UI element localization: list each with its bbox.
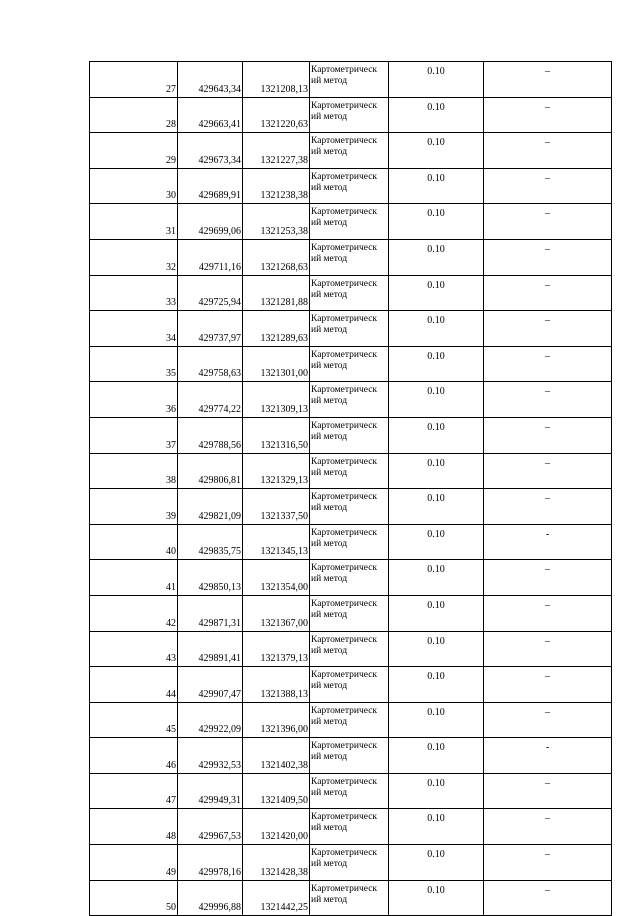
y-coordinate-cell: 1321268,63 [243,239,310,275]
method-cell: Картометрическ ий метод [310,702,389,738]
method-cell: Картометрическ ий метод [310,809,389,845]
point-number-cell: 37 [90,417,178,453]
y-coordinate-cell: 1321289,63 [243,311,310,347]
note-cell: - [484,738,612,774]
method-cell: Картометрическ ий метод [310,667,389,703]
accuracy-cell: 0.10 [389,453,484,489]
table-row [90,204,612,240]
table-row [90,595,612,631]
method-cell: Картометрическ ий метод [310,524,389,560]
y-coordinate-cell: 1321442,25 [243,880,310,916]
point-number-cell: 36 [90,382,178,418]
point-number-cell: 32 [90,239,178,275]
note-cell: – [484,417,612,453]
x-coordinate-cell: 429737,97 [178,311,243,347]
x-coordinate-cell: 429871,31 [178,595,243,631]
accuracy-cell: 0.10 [389,489,484,525]
y-coordinate-cell: 1321420,00 [243,809,310,845]
accuracy-cell: 0.10 [389,631,484,667]
note-cell: – [484,133,612,169]
x-coordinate-cell: 429891,41 [178,631,243,667]
x-coordinate-cell: 429978,16 [178,845,243,881]
method-cell: Картометрическ ий метод [310,62,389,98]
method-cell: Картометрическ ий метод [310,133,389,169]
point-number-cell: 47 [90,773,178,809]
point-number-cell: 33 [90,275,178,311]
accuracy-cell: 0.10 [389,845,484,881]
table-row [90,809,612,845]
y-coordinate-cell: 1321345,13 [243,524,310,560]
y-coordinate-cell: 1321337,50 [243,489,310,525]
note-cell: – [484,667,612,703]
accuracy-cell: 0.10 [389,204,484,240]
point-number-cell: 50 [90,880,178,916]
x-coordinate-cell: 429711,16 [178,239,243,275]
accuracy-cell: 0.10 [389,524,484,560]
y-coordinate-cell: 1321396,00 [243,702,310,738]
method-cell: Картометрическ ий метод [310,773,389,809]
table-row [90,168,612,204]
note-cell: – [484,311,612,347]
accuracy-cell: 0.10 [389,133,484,169]
x-coordinate-cell: 429806,81 [178,453,243,489]
note-cell: – [484,702,612,738]
table-row [90,524,612,560]
x-coordinate-cell: 429850,13 [178,560,243,596]
point-number-cell: 48 [90,809,178,845]
y-coordinate-cell: 1321379,13 [243,631,310,667]
x-coordinate-cell: 429689,91 [178,168,243,204]
table-row [90,275,612,311]
y-coordinate-cell: 1321402,38 [243,738,310,774]
y-coordinate-cell: 1321253,38 [243,204,310,240]
x-coordinate-cell: 429663,41 [178,97,243,133]
accuracy-cell: 0.10 [389,346,484,382]
method-cell: Картометрическ ий метод [310,168,389,204]
x-coordinate-cell: 429922,09 [178,702,243,738]
x-coordinate-cell: 429788,56 [178,417,243,453]
point-number-cell: 34 [90,311,178,347]
method-cell: Картометрическ ий метод [310,417,389,453]
table-row [90,417,612,453]
point-number-cell: 43 [90,631,178,667]
accuracy-cell: 0.10 [389,702,484,738]
method-cell: Картометрическ ий метод [310,346,389,382]
note-cell: – [484,239,612,275]
method-cell: Картометрическ ий метод [310,204,389,240]
x-coordinate-cell: 429725,94 [178,275,243,311]
accuracy-cell: 0.10 [389,809,484,845]
note-cell: – [484,845,612,881]
method-cell: Картометрическ ий метод [310,845,389,881]
point-number-cell: 27 [90,62,178,98]
x-coordinate-cell: 429699,06 [178,204,243,240]
note-cell: – [484,204,612,240]
x-coordinate-cell: 429949,31 [178,773,243,809]
point-number-cell: 31 [90,204,178,240]
accuracy-cell: 0.10 [389,311,484,347]
note-cell: – [484,346,612,382]
table-row [90,382,612,418]
note-cell: – [484,489,612,525]
accuracy-cell: 0.10 [389,97,484,133]
y-coordinate-cell: 1321388,13 [243,667,310,703]
method-cell: Картометрическ ий метод [310,880,389,916]
point-number-cell: 30 [90,168,178,204]
note-cell: – [484,382,612,418]
coordinates-table [89,61,612,916]
accuracy-cell: 0.10 [389,880,484,916]
y-coordinate-cell: 1321238,38 [243,168,310,204]
table-row [90,239,612,275]
table-row [90,97,612,133]
y-coordinate-cell: 1321301,00 [243,346,310,382]
table-row [90,489,612,525]
point-number-cell: 45 [90,702,178,738]
table-row [90,62,612,98]
y-coordinate-cell: 1321281,88 [243,275,310,311]
method-cell: Картометрическ ий метод [310,382,389,418]
x-coordinate-cell: 429932,53 [178,738,243,774]
x-coordinate-cell: 429996,88 [178,880,243,916]
note-cell: – [484,275,612,311]
point-number-cell: 29 [90,133,178,169]
point-number-cell: 49 [90,845,178,881]
x-coordinate-cell: 429967,53 [178,809,243,845]
y-coordinate-cell: 1321367,00 [243,595,310,631]
accuracy-cell: 0.10 [389,773,484,809]
method-cell: Картометрическ ий метод [310,595,389,631]
table-row [90,346,612,382]
accuracy-cell: 0.10 [389,382,484,418]
method-cell: Картометрическ ий метод [310,631,389,667]
x-coordinate-cell: 429673,34 [178,133,243,169]
point-number-cell: 42 [90,595,178,631]
y-coordinate-cell: 1321316,50 [243,417,310,453]
note-cell: – [484,631,612,667]
point-number-cell: 35 [90,346,178,382]
x-coordinate-cell: 429907,47 [178,667,243,703]
note-cell: – [484,168,612,204]
y-coordinate-cell: 1321329,13 [243,453,310,489]
note-cell: – [484,595,612,631]
method-cell: Картометрическ ий метод [310,97,389,133]
table-row [90,845,612,881]
x-coordinate-cell: 429774,22 [178,382,243,418]
y-coordinate-cell: 1321220,63 [243,97,310,133]
x-coordinate-cell: 429758,63 [178,346,243,382]
accuracy-cell: 0.10 [389,62,484,98]
table-row [90,311,612,347]
y-coordinate-cell: 1321227,38 [243,133,310,169]
point-number-cell: 41 [90,560,178,596]
point-number-cell: 38 [90,453,178,489]
accuracy-cell: 0.10 [389,168,484,204]
point-number-cell: 28 [90,97,178,133]
note-cell: – [484,97,612,133]
table-row [90,880,612,916]
note-cell: – [484,809,612,845]
y-coordinate-cell: 1321208,13 [243,62,310,98]
y-coordinate-cell: 1321354,00 [243,560,310,596]
method-cell: Картометрическ ий метод [310,239,389,275]
accuracy-cell: 0.10 [389,239,484,275]
table-row [90,738,612,774]
note-cell: – [484,453,612,489]
accuracy-cell: 0.10 [389,667,484,703]
point-number-cell: 39 [90,489,178,525]
x-coordinate-cell: 429643,34 [178,62,243,98]
note-cell: – [484,62,612,98]
y-coordinate-cell: 1321309,13 [243,382,310,418]
table-row [90,773,612,809]
method-cell: Картометрическ ий метод [310,275,389,311]
method-cell: Картометрическ ий метод [310,489,389,525]
note-cell: – [484,773,612,809]
x-coordinate-cell: 429835,75 [178,524,243,560]
method-cell: Картометрическ ий метод [310,738,389,774]
method-cell: Картометрическ ий метод [310,453,389,489]
table-row [90,631,612,667]
note-cell: – [484,560,612,596]
point-number-cell: 46 [90,738,178,774]
method-cell: Картометрическ ий метод [310,560,389,596]
accuracy-cell: 0.10 [389,417,484,453]
table-row [90,667,612,703]
table-row [90,133,612,169]
table-row [90,453,612,489]
note-cell: – [484,880,612,916]
y-coordinate-cell: 1321428,38 [243,845,310,881]
x-coordinate-cell: 429821,09 [178,489,243,525]
point-number-cell: 40 [90,524,178,560]
point-number-cell: 44 [90,667,178,703]
accuracy-cell: 0.10 [389,595,484,631]
accuracy-cell: 0.10 [389,738,484,774]
table-row [90,560,612,596]
table-row [90,702,612,738]
accuracy-cell: 0.10 [389,560,484,596]
coordinates-table-body [90,62,612,916]
accuracy-cell: 0.10 [389,275,484,311]
note-cell: - [484,524,612,560]
y-coordinate-cell: 1321409,50 [243,773,310,809]
method-cell: Картометрическ ий метод [310,311,389,347]
